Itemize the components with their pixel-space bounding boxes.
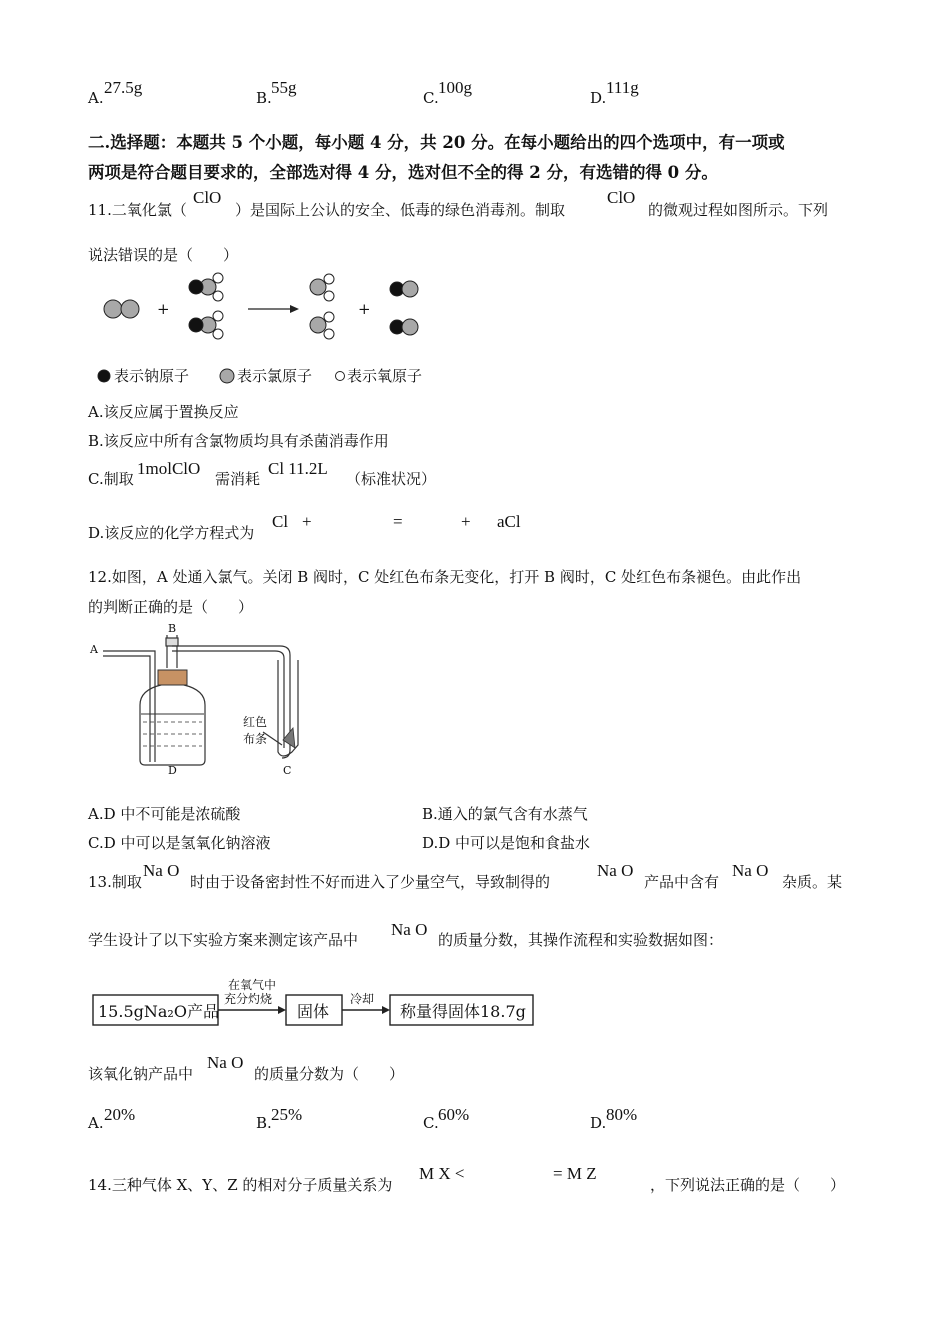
q13-text-2: 时由于设备密封性不好而进入了少量空气，导致制得的: [190, 873, 551, 891]
q11-option-b: B.该反应中所有含氯物质均具有杀菌消毒作用: [88, 432, 389, 450]
q11-option-c-text-3: （标准状况）: [346, 470, 437, 488]
q14-text-1: 14.三种气体 X、Y、Z 的相对分子质量关系为: [88, 1176, 393, 1194]
q11-option-a: A.该反应属于置换反应: [88, 403, 239, 421]
q13-flow-box-product: 15.5gNa₂O产品: [98, 1002, 219, 1021]
q14-formula-2: = M Z: [553, 1164, 597, 1183]
q13-flow-box-result: 称量得固体18.7g: [400, 1002, 526, 1021]
q11-option-d-plus: +: [302, 512, 312, 531]
q11-option-c-text-2: 需消耗: [215, 470, 261, 488]
q11-legend-chlorine: 表示氯原子: [237, 367, 313, 385]
q10-option-c-letter: C.: [423, 89, 439, 107]
q13-option-b-letter: B.: [256, 1114, 272, 1132]
q14-formula-1: M X <: [419, 1164, 465, 1183]
q13-option-d-value: 80%: [606, 1105, 638, 1124]
q10-option-d-value: 111g: [606, 78, 639, 97]
q13-option-a-letter: A.: [88, 1114, 104, 1132]
q11-formula-2: ClO: [607, 188, 636, 207]
q13-formula-3: Na O: [732, 861, 769, 880]
q13-flow-arrow1-bottom: 充分灼烧: [224, 992, 273, 1006]
q13-option-d-letter: D.: [590, 1114, 607, 1132]
q11-diagram-plus-2: +: [358, 300, 371, 318]
q11-stem-line2: 说法错误的是（ ）: [88, 246, 239, 264]
q13-option-c-letter: C.: [423, 1114, 439, 1132]
q10-option-d-letter: D.: [590, 89, 607, 107]
q12-cloth-label-2: 布条: [243, 732, 268, 746]
q11-option-c-text-1: C.制取: [88, 470, 134, 488]
q13-option-c-value: 60%: [438, 1105, 470, 1124]
q13-line3-formula: Na O: [207, 1053, 244, 1072]
section2-line1: 二.选择题：本题共 5 个小题，每小题 4 分，共 20 分。在每小题给出的四个选项中，有一项或: [88, 133, 785, 152]
q11-text-2: ）是国际上公认的安全、低毒的绿色消毒剂。制取: [235, 201, 566, 219]
q11-option-d-formula-2: aCl: [497, 512, 521, 531]
section2-line2: 两项是符合题目要求的，全部选对得 4 分，选对但不全的得 2 分，有选错的得 0 分。: [88, 163, 718, 182]
q12-stem-line1: 12.如图，A 处通入氯气。关闭 B 阀时，C 处红色布条无变化，打开 B 阀时，C 处红色布条褪色。由此作出: [88, 568, 802, 586]
q13-option-b-value: 25%: [271, 1105, 303, 1124]
q12-label-d: D: [168, 764, 177, 777]
q10-option-a-value: 27.5g: [104, 78, 143, 97]
q11-option-d-text: D.该反应的化学方程式为: [88, 524, 255, 542]
q12-label-b: B: [168, 622, 177, 635]
q13-formula-2: Na O: [597, 861, 634, 880]
q12-option-d: D.D 中可以是饱和食盐水: [422, 834, 591, 852]
q11-text-1: 11.二氧化氯（: [88, 201, 187, 219]
q11-diagram-plus-1: +: [157, 300, 170, 318]
q13-line2-text-2: 的质量分数，其操作流程和实验数据如图：: [438, 931, 724, 949]
q13-flow-arrow1-top: 在氧气中: [228, 978, 277, 992]
q13-text-3: 产品中含有: [644, 873, 720, 891]
q11-option-d-plus-2: +: [461, 512, 471, 531]
q11-text-3: 的微观过程如图所示。下列: [648, 201, 829, 219]
q12-cloth-label-1: 红色: [243, 715, 268, 729]
q12-label-a: A: [90, 643, 98, 656]
q12-option-b: B.通入的氯气含有水蒸气: [422, 805, 588, 823]
q11-option-c-formula-2: Cl 11.2L: [268, 459, 328, 478]
q13-line2-text-1: 学生设计了以下实验方案来测定该产品中: [88, 931, 359, 949]
q13-line2-formula: Na O: [391, 920, 428, 939]
q13-text-1: 13.制取: [88, 873, 142, 891]
q12-option-c: C.D 中可以是氢氧化钠溶液: [88, 834, 271, 852]
q11-formula-1: ClO: [193, 188, 222, 207]
q13-flow-arrow2-label: 冷却: [350, 992, 375, 1006]
q11-option-d-formula-1: Cl: [272, 512, 289, 531]
q10-option-a-letter: A.: [88, 89, 104, 107]
q13-option-a-value: 20%: [104, 1105, 136, 1124]
q12-option-a: A.D 中不可能是浓硫酸: [88, 805, 241, 823]
q11-option-c-formula-1: 1molClO: [137, 459, 201, 478]
q10-option-b-letter: B.: [256, 89, 272, 107]
q13-text-4: 杂质。某: [782, 873, 843, 891]
q13-flow-box-solid: 固体: [297, 1002, 330, 1021]
q10-option-b-value: 55g: [271, 78, 297, 97]
q10-option-c-value: 100g: [438, 78, 472, 97]
q14-text-2: ，下列说法正确的是（ ）: [650, 1176, 846, 1194]
q13-formula-1: Na O: [143, 861, 180, 880]
q11-legend-oxygen: 表示氧原子: [347, 367, 423, 385]
q13-line3-text-2: 的质量分数为（ ）: [254, 1065, 405, 1083]
q13-line3-text-1: 该氧化钠产品中: [88, 1065, 194, 1083]
q11-legend-sodium: 表示钠原子: [114, 367, 190, 385]
q11-option-d-equals: =: [393, 512, 403, 531]
q12-stem-line2: 的判断正确的是（ ）: [88, 598, 254, 616]
q12-label-c: C: [283, 764, 292, 777]
